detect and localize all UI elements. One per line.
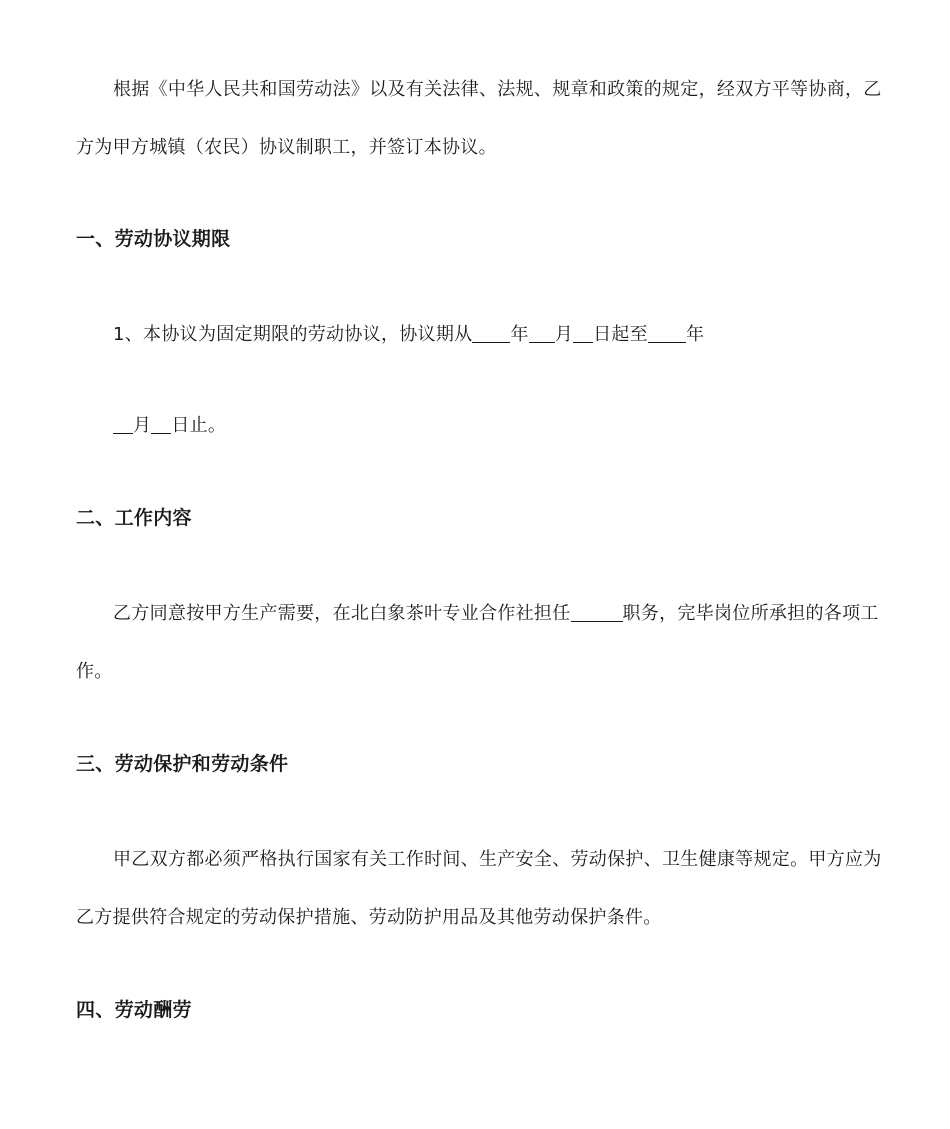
section-3-text-line-2: 乙方提供符合规定的劳动保护措施、劳动防护用品及其他劳动保护条件。	[76, 907, 662, 928]
end-year-blank[interactable]	[648, 324, 686, 343]
year-label: 年	[510, 324, 529, 345]
intro-line-2: 方为甲方城镇（农民）协议制职工，并签订本协议。	[76, 137, 497, 158]
section-3-text-line-1: 甲乙双方都必须严格执行国家有关工作时间、生产安全、劳动保护、卫生健康等规定。甲方应为	[113, 849, 882, 870]
intro-line-1: 根据《中华人民共和国劳动法》以及有关法律、法规、规章和政策的规定，经双方平等协商，乙	[113, 79, 882, 100]
start-month-blank[interactable]	[529, 324, 555, 343]
section-1-heading: 一、劳动协议期限	[76, 228, 231, 250]
position-blank[interactable]	[571, 603, 623, 622]
section-1-clause-1-cont	[113, 414, 226, 438]
section-1-clause-1	[113, 323, 704, 347]
end-month-blank[interactable]	[113, 415, 133, 434]
year-label-2: 年	[685, 324, 705, 345]
section-4-heading: 四、劳动酬劳	[76, 999, 192, 1021]
section-2-text-line-2: 作。	[76, 661, 113, 682]
section-3-heading: 三、劳动保护和劳动条件	[76, 753, 289, 775]
clause-1-prefix: 1、本协议为固定期限的劳动协议，协议期从	[113, 324, 473, 345]
month-label-2: 月	[133, 415, 152, 436]
end-day-blank[interactable]	[151, 415, 171, 434]
day-end-label: 日止。	[171, 415, 227, 436]
section-2-text-suffix: 职务，完毕岗位所承担的各项工	[622, 603, 879, 624]
month-label: 月	[554, 324, 574, 345]
section-2-heading: 二、工作内容	[76, 507, 192, 529]
section-2-text-line-1	[113, 602, 879, 626]
start-day-blank[interactable]	[573, 324, 593, 343]
section-2-text-prefix: 乙方同意按甲方生产需要，在北白象茶叶专业合作社担任	[113, 603, 571, 624]
day-from-label: 日起至	[593, 324, 648, 345]
start-year-blank[interactable]	[472, 324, 510, 343]
